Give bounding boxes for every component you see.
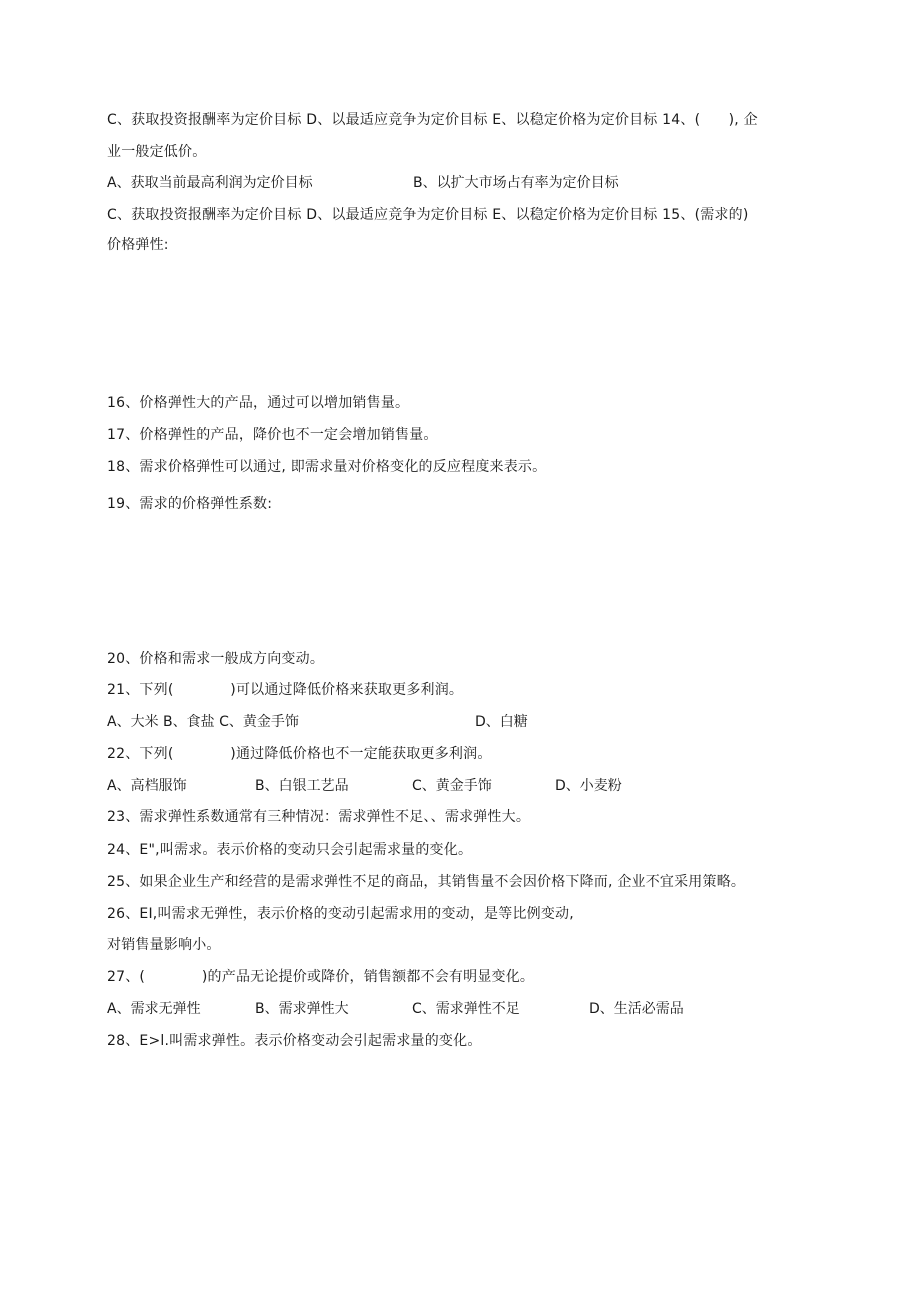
question-22: 22、下列( )通过降低价格也不一定能获取更多利润。 bbox=[107, 746, 492, 762]
q21-option-d: D、白糖 bbox=[475, 714, 528, 730]
question-17: 17、价格弹性的产品，降价也不一定会增加销售量。 bbox=[107, 427, 438, 443]
q27-option-c: C、需求弹性不足 bbox=[412, 1001, 520, 1017]
q14-option-b: B、以扩大市场占有率为定价目标 bbox=[413, 175, 619, 191]
q27-option-a: A、需求无弹性 bbox=[107, 1001, 201, 1017]
q27-option-d: D、生活必需品 bbox=[589, 1001, 684, 1017]
q22-option-d: D、小麦粉 bbox=[555, 778, 622, 794]
question-18: 18、需求价格弹性可以通过, 即需求量对价格变化的反应程度来表示。 bbox=[107, 459, 547, 475]
q14-option-a: A、获取当前最高利润为定价目标 bbox=[107, 175, 313, 191]
q14-continuation: 业一般定低价。 bbox=[107, 144, 207, 160]
question-23: 23、需求弹性系数通常有三种情况：需求弹性不足、、需求弹性大。 bbox=[107, 809, 531, 825]
q27-option-b: B、需求弹性大 bbox=[255, 1001, 349, 1017]
question-16: 16、价格弹性大的产品，通过可以增加销售量。 bbox=[107, 395, 410, 411]
question-20: 20、价格和需求一般成方向变动。 bbox=[107, 651, 325, 667]
q22-option-a: A、高档服饰 bbox=[107, 778, 187, 794]
question-21: 21、下列( )可以通过降低价格来获取更多利润。 bbox=[107, 682, 464, 698]
question-19: 19、需求的价格弹性系数: bbox=[107, 496, 273, 512]
question-26-continuation: 对销售量影响小。 bbox=[107, 937, 221, 953]
q22-option-b: B、白银工艺品 bbox=[255, 778, 349, 794]
q21-options-abc: A、大米 B、食盐 C、黄金手饰 bbox=[107, 714, 299, 730]
q13-options-line-c-e-and-q14: C、获取投资报酬率为定价目标 D、以最适应竞争为定价目标 E、以稳定价格为定价目标 14、( ), 企 bbox=[107, 112, 758, 128]
question-27: 27、( )的产品无论提价或降价，销售额都不会有明显变化。 bbox=[107, 969, 535, 985]
question-28: 28、E>l.叫需求弹性。表示价格变动会引起需求量的变化。 bbox=[107, 1033, 482, 1049]
q14-options-line-c-e-and-q15: C、获取投资报酬率为定价目标 D、以最适应竞争为定价目标 E、以稳定价格为定价目标 15、(需求的) bbox=[107, 207, 749, 223]
question-25: 25、如果企业生产和经营的是需求弹性不足的商品，其销售量不会因价格下降而, 企业不宜采用策略。 bbox=[107, 874, 746, 890]
q22-option-c: C、黄金手饰 bbox=[412, 778, 492, 794]
question-24: 24、E",叫需求。表示价格的变动只会引起需求量的变化。 bbox=[107, 842, 473, 858]
q15-continuation: 价格弹性: bbox=[107, 237, 169, 253]
question-26: 26、EI,叫需求无弹性，表示价格的变动引起需求用的变动，是等比例变动, bbox=[107, 906, 574, 922]
